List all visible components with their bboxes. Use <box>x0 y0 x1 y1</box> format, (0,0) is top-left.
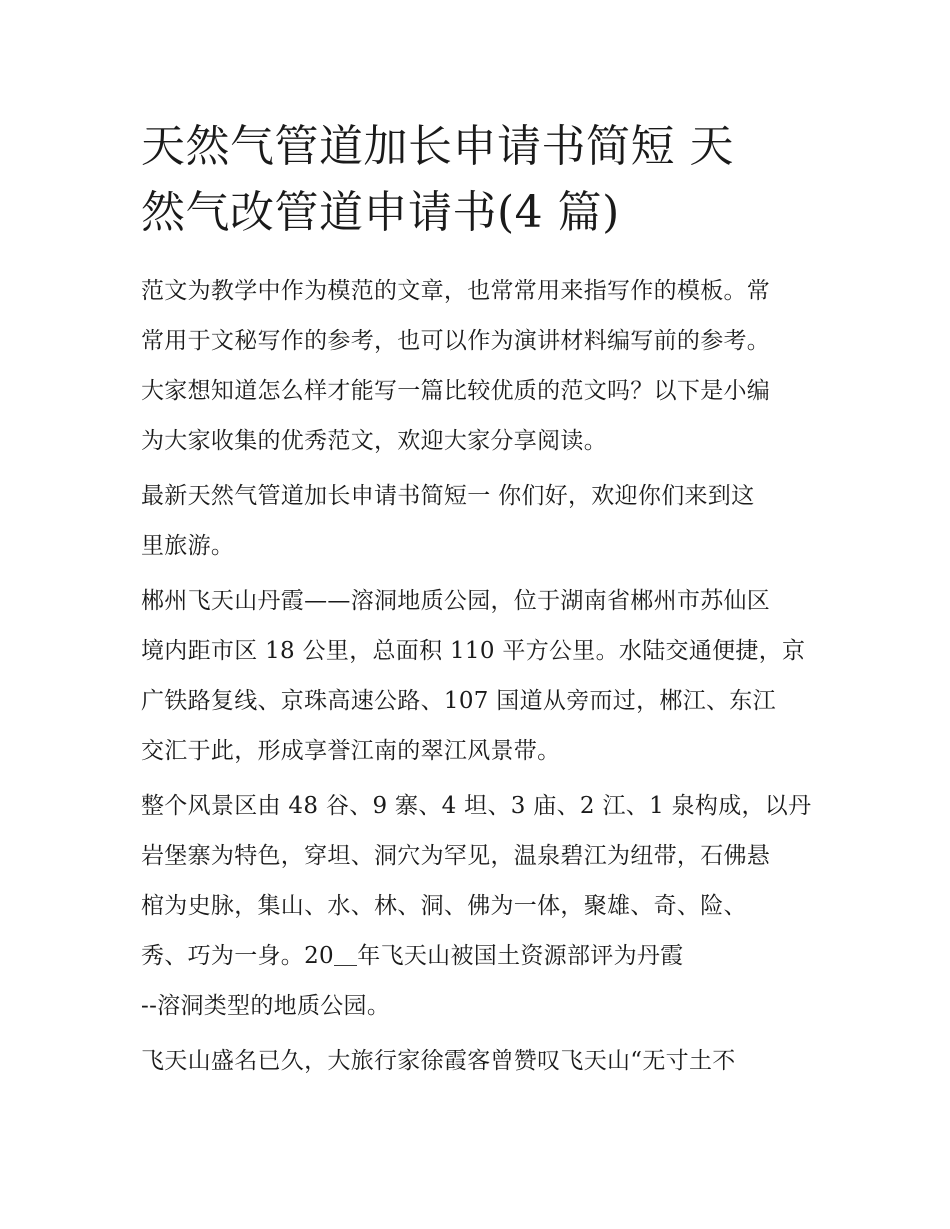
scenery-paragraph <box>141 781 821 1031</box>
text-line: 范文为教学中作为模范的文章，也常常用来指写作的模板。常 <box>141 278 771 304</box>
text-line: 常用于文秘写作的参考，也可以作为演讲材料编写前的参考。 <box>141 328 771 354</box>
text-line: 为大家收集的优秀范文，欢迎大家分享阅读。 <box>141 428 607 454</box>
text-line: 秀、巧为一身。20＿年飞天山被国土资源部评为丹霞 <box>141 943 684 969</box>
text-line: 大家想知道怎么样才能写一篇比较优质的范文吗？以下是小编 <box>141 378 771 404</box>
document-page <box>141 114 821 1086</box>
text-line: 交汇于此，形成享誉江南的翠江风景带。 <box>141 738 561 764</box>
text-line: 岩堡寨为特色，穿坦、洞穴为罕见，温泉碧江为纽带，石佛悬 <box>141 843 771 869</box>
text-line: --溶洞类型的地质公园。 <box>141 993 391 1019</box>
text-line: 境内距市区 18 公里，总面积 110 平方公里。水陆交通便捷，京 <box>141 638 806 664</box>
text-line: 里旅游。 <box>141 533 235 559</box>
title-line-2: 然气改管道申请书(4 篇) <box>141 187 620 238</box>
intro-paragraph <box>141 266 821 466</box>
location-paragraph <box>141 576 821 776</box>
text-line: 整个风景区由 48 谷、9 寨、4 坦、3 庙、2 江、1 泉构成，以丹 <box>141 793 812 819</box>
text-line: 飞天山盛名已久，大旅行家徐霞客曾赞叹飞天山“无寸土不 <box>141 1048 736 1074</box>
document-body <box>141 266 821 1086</box>
document-title <box>141 114 821 246</box>
text-line: 最新天然气管道加长申请书简短一 你们好，欢迎你们来到这 <box>141 483 755 509</box>
history-paragraph <box>141 1036 821 1086</box>
text-line: 郴州飞天山丹霞——溶洞地质公园，位于湖南省郴州市苏仙区 <box>141 588 771 614</box>
text-line: 广铁路复线、京珠高速公路、107 国道从旁而过，郴江、东江 <box>141 688 776 714</box>
text-line: 棺为史脉，集山、水、林、洞、佛为一体，聚雄、奇、险、 <box>141 893 747 919</box>
title-line-1: 天然气管道加长申请书简短 天 <box>141 121 734 172</box>
section-heading-paragraph <box>141 471 821 571</box>
